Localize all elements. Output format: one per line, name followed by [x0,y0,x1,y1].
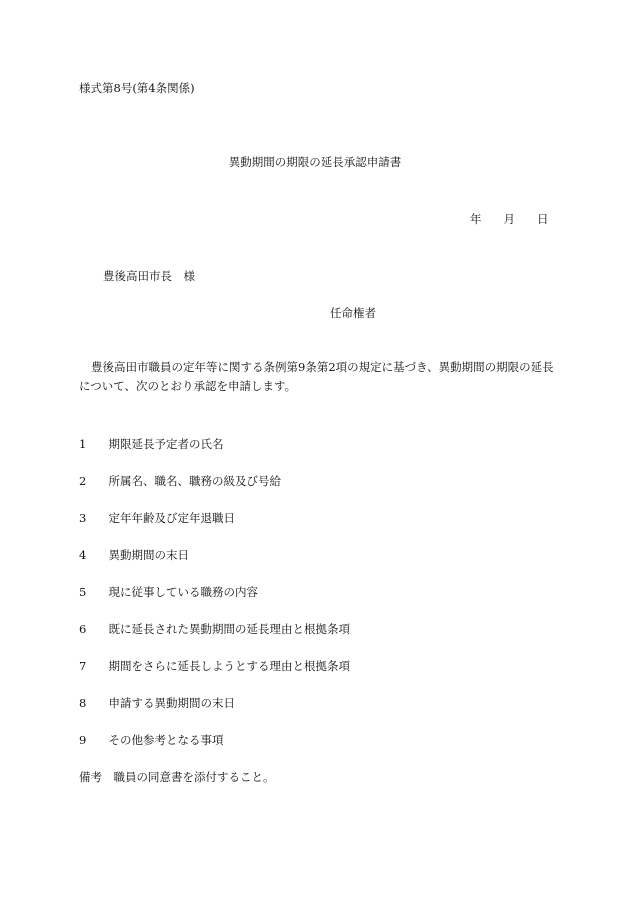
item-text: 所属名、職名、職務の級及び号給 [108,474,281,488]
item-text: 期限延長予定者の氏名 [108,437,224,451]
body-paragraph: 豊後高田市職員の定年等に関する条例第9条第2項の規定に基づき、異動期間の期限の延長について、次のとおり承認を申請します。 [79,360,554,393]
item-number: 2 [79,474,87,488]
item-number: 9 [79,733,87,747]
item-number: 5 [79,585,87,599]
document-title: 異動期間の期限の延長承認申請書 [228,155,402,169]
item-number: 6 [79,622,87,636]
date-year-label: 年 [470,212,482,226]
item-number: 4 [79,548,87,562]
list-item [79,621,350,637]
item-number: 3 [79,511,87,525]
list-item [79,510,235,526]
item-text: 定年年齢及び定年退職日 [108,511,235,525]
list-item [79,732,224,748]
form-number: 様式第8号(第4条関係) [79,81,195,95]
item-number: 8 [79,696,87,710]
date-day-label: 日 [537,212,549,226]
applicant-label: 任命権者 [330,306,376,320]
list-item [79,547,189,563]
date-month-label: 月 [503,212,515,226]
item-text: 異動期間の末日 [108,548,189,562]
addressee: 豊後高田市長 様 [103,269,195,283]
date-line [470,211,549,227]
item-text: 期間をさらに延長しようとする理由と根拠条項 [108,659,350,673]
list-item [79,695,235,711]
list-item [79,584,258,600]
item-text: 既に延長された異動期間の延長理由と根拠条項 [108,622,350,636]
remarks-note: 備考 職員の同意書を添付すること。 [79,770,275,784]
list-item [79,436,224,452]
item-number: 7 [79,659,87,673]
item-text: 現に従事している職務の内容 [108,585,258,599]
item-number: 1 [79,437,87,451]
item-text: 申請する異動期間の末日 [108,696,235,710]
list-item [79,473,281,489]
item-text: その他参考となる事項 [108,733,224,747]
list-item [79,658,350,674]
